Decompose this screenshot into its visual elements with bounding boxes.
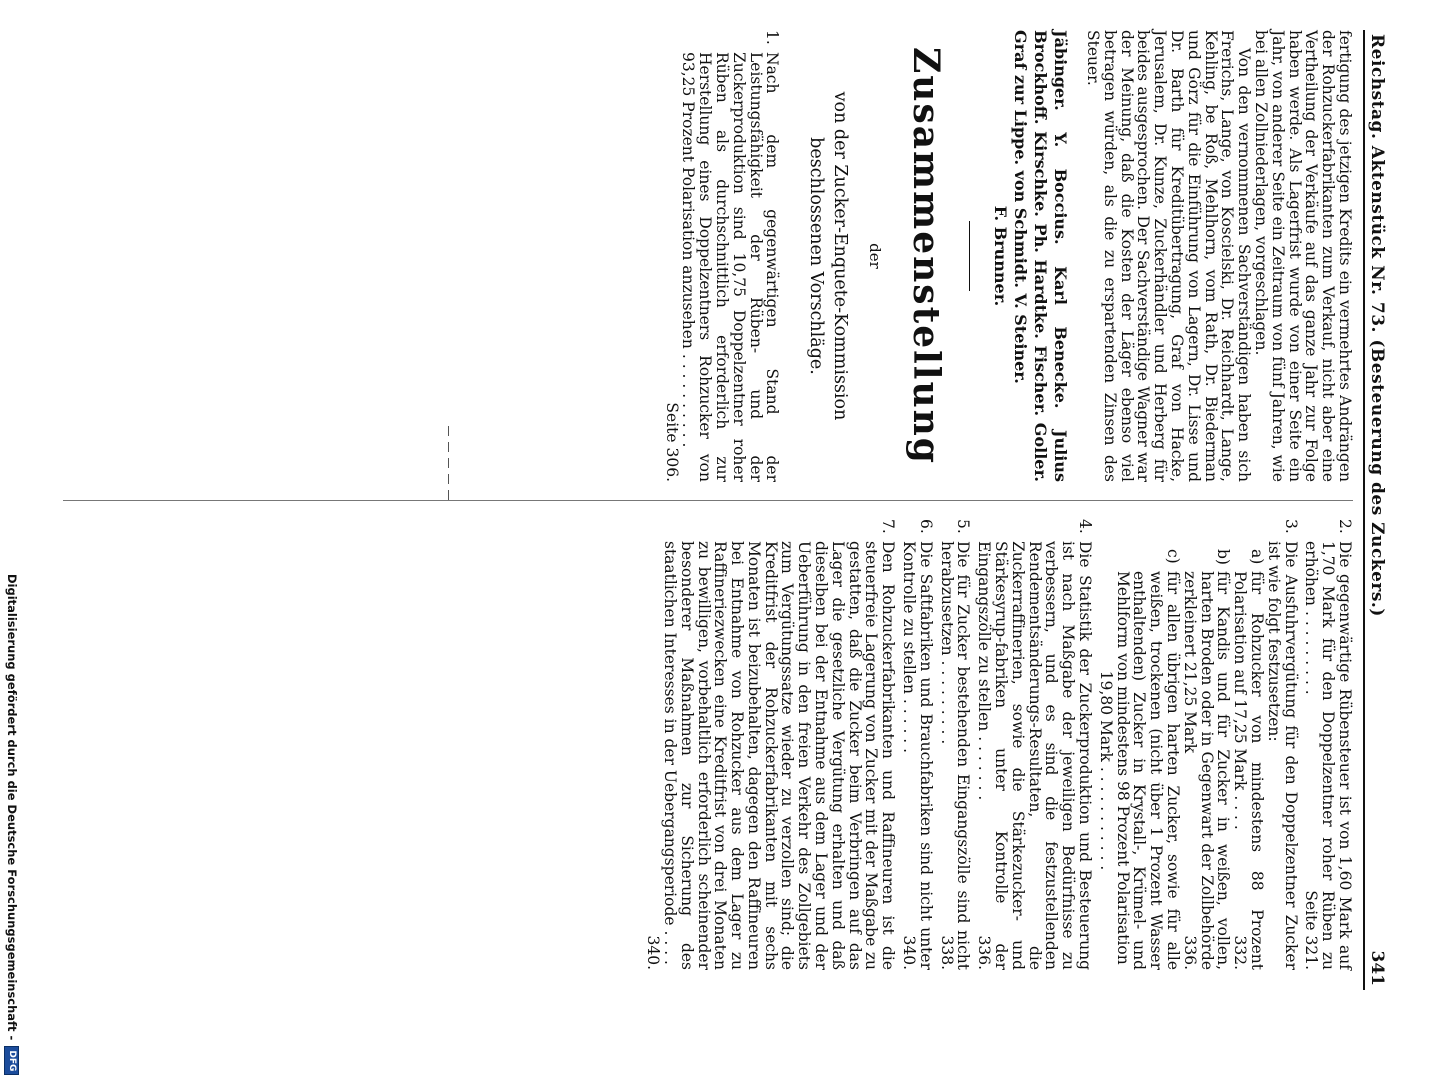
item-page-ref: Seite 306.: [662, 402, 681, 482]
page-header: [1363, 30, 1400, 990]
signatures-block: [990, 30, 1070, 482]
proposal-item: [644, 519, 896, 970]
sub-item-text: für Rohzucker von mindestens 88 Prozent Polarisation auf 17,25 Mark . . . .: [1231, 571, 1267, 970]
item-number: 5.: [954, 519, 973, 534]
item-number: 4.: [1076, 519, 1095, 534]
sub-item-page-ref: 336.: [1180, 935, 1199, 970]
signature-names: Jäbinger. Y. Boccius. Karl Benecke. Julius Brockhoff. Kirschke. Ph. Hardtke. Fischer. Goller. Graf zur Lippe. von Schmidt. V. Steiner.: [1011, 30, 1071, 482]
sub-item: [1097, 541, 1181, 970]
section-divider: [969, 221, 970, 291]
item-number: 2.: [1336, 519, 1354, 534]
proposal-item: [938, 519, 972, 970]
item-text: Die Statistik der Zuckerproduktion und Besteuerung ist nach Maßgabe der jeweiligen Bedürfnisse zu verbessern, und es sind die festzustellenden Rendementsänderungs-Resultaten, die Zuckerraffinerien, sowie die Stärkezucker- und Stärkesyrup-fabriken unter Kontrolle der Eingangszölle zu stellen . . . . . . .: [975, 541, 1095, 970]
signature-last-name: F. Brunner.: [991, 205, 1011, 307]
item-page-ref: 340.: [900, 935, 919, 970]
proposal-item: [1097, 519, 1299, 970]
sub-item-label: a): [1248, 549, 1267, 565]
item-text: Die gegenwärtige Rübensteuer ist von 1,60 Mark auf 1,70 Mark für den Doppelzentner roher Rüben zu erhöhen . . . . . . . . .: [1302, 541, 1354, 970]
proposal-item: [663, 30, 781, 482]
item-number: 3.: [1281, 519, 1300, 534]
item-page-ref: Seite 321.: [1302, 890, 1321, 970]
item-page-ref: 340.: [644, 935, 663, 970]
sub-item: [1231, 541, 1265, 970]
item-number: 1.: [763, 30, 782, 45]
left-column: [63, 30, 1353, 500]
title-article: der: [866, 243, 885, 269]
section-title: Zusammenstellung: [905, 47, 948, 465]
paragraph-sachverstaendige: Von den vernommenen Sachverständigen haben sich Frerichs, Lange, von Koscielski, Dr. Reichhardt, Lange, Kehling, be Roß, Mehlhorn, vom Rath, Dr. Biederman und Görz für die Einführung von Lagern, Dr. Lisse und Dr. Barth für Kreditübertragung, Graf von Hacke, Jerusalem, Dr. Kunze, Zuckerhändler und Herberg für beides ausgesprochen. Der Sachverständige Wagner war der Meinung, daß die Kosten der Läger ebenso viel betragen würden, als die zu erspartenden Zinsen des Steuer.: [1084, 30, 1254, 482]
item-page-ref: 338.: [937, 935, 956, 970]
item-text: Die für Zucker bestehenden Eingangszölle sind nicht herabzusetzen . . . . . . . . .: [937, 541, 973, 970]
proposal-item: [1303, 519, 1353, 970]
sub-item-label: b): [1214, 549, 1233, 565]
running-head: Reichstag. Aktenstück Nr. 73. (Besteuerung des Zuckers.): [1366, 34, 1387, 617]
proposal-item: [975, 519, 1093, 970]
item-text: Den Rohzuckerfabrikanten und Raffineuren ist die steuerfreie Lagerung von Zucker mit der Maßgabe zu gestatten, daß die Zucker beim Verbringen auf das Lager die gesetzliche Vergütung erhalten und daß dieselben bei der Entnahme aus dem Lager und der Ueberführung in den freien Verkehr des Zollgebiets zum Vergütungssatze wieder zu verzollen sind; die Kreditfrist der Rohzuckerfabrikanten mit sechs Monaten ist beizubehalten, dagegen den Raffineuren bei Entnahme von Rohzucker aus dem Lager zu Raffineriezwecken eine Kreditfrist von drei Monaten zu bewilligen, vorbehaltlich erforderlich scheinender besonderer Maßnahmen zur Sicherung des staatlichen Interesses in der Uebergangsperiode . . . .: [660, 541, 898, 970]
item-number: 7.: [879, 519, 898, 534]
sub-item: [1181, 541, 1231, 970]
digitization-credit-sidebar: [0, 0, 24, 1072]
item-page-ref: 336.: [975, 935, 994, 970]
dfg-logo-icon: DFG: [5, 1046, 20, 1075]
item-text: Die Ausfuhrvergütung für den Doppelzentner Zucker ist wie folgt festzusetzen:: [1264, 541, 1300, 970]
item-text: Die Saftfabriken und Brauchfabriken sind nicht unter Kontrolle zu stellen . . . . . .: [900, 541, 935, 970]
sub-item-text: für Kandis und für Zucker in weißen, vollen, harten Broden oder in Gegenwart der Zollbehörde zerkleinert 21,25 Mark: [1180, 571, 1233, 970]
item-text: Nach dem gegenwärtigen Stand der Leistungsfähigkeit der Rüben- und der Zuckerproduktion sind 10,75 Doppelzentner roher Rüben als durchschnittlich erforderlich zur Herstellung eines Doppelzentners Rohzucker von 93,25 Prozent Polarisation anzusehen . . . . . . . . . .: [679, 52, 782, 482]
sub-item-text: für allen übrigen harten Zucker, sowie für alle weißen, trockenen (nicht über 1 Prozent Wasser enthaltenden) Zucker in Krystall-, Krümel- und Mehlform von mindestens 98 Prozent Polarisation: [1113, 571, 1183, 970]
right-column: [63, 500, 1353, 970]
digitization-credit-text: Digitalisierung gefördert durch die Deutsche Forschungsgemeinschaft -: [5, 574, 19, 1041]
item-number: 6.: [916, 519, 935, 534]
sub-item-label: c): [1164, 549, 1183, 564]
sub-item-page-ref: 332.: [1231, 935, 1250, 970]
paragraph-credit-lagerfrist: fertigung des jetzigen Kredits ein vermehrtes Andrängen der Rohzuckerfabrikanten zum Verkauf, nicht aber eine Vertheilung der Verkäufe auf das ganze Jahr zur Folge haben werde. Als Lagerfrist wurde von einer Seite ein Jahr, von anderer Seite ein Zeitraum von fünf Jahren, wie bei allen Zollniederlagen, vorgeschlagen.: [1252, 30, 1354, 482]
document-page: [40, 20, 1400, 1000]
proposal-item: [900, 519, 934, 970]
section-subtitle: von der Zucker-Enquete-Kommission beschlossenen Vorschläge.: [806, 91, 851, 421]
sub-item-value: 19,80 Mark . . . . . . . . . . .: [1096, 670, 1115, 871]
page-number: 341: [1366, 950, 1387, 986]
text-columns: [63, 30, 1353, 990]
